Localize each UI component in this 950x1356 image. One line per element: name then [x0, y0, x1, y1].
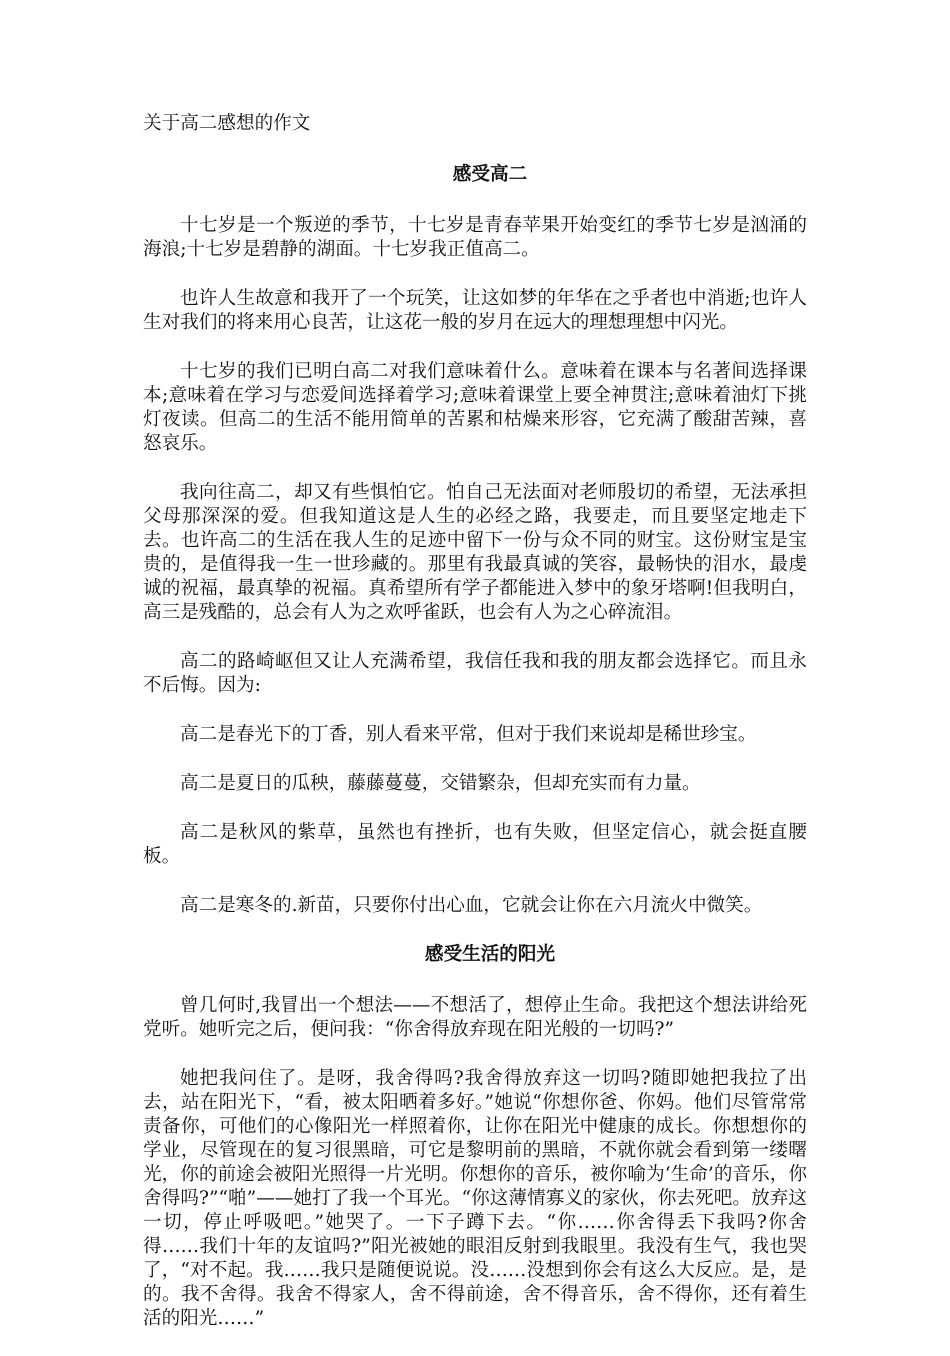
paragraph: 十七岁的我们已明白高二对我们意味着什么。意味着在课本与名著间选择课本;意味着在学习与恋爱间选择着学习;意味着课堂上要全神贯注;意味着油灯下挑灯夜读。但高二的生活不能用简单的苦累和枯燥来形容，它充满了酸甜苦辣，喜怒哀乐。 — [143, 361, 807, 454]
paragraph: 高二是夏日的瓜秧，藤藤蔓蔓，交错繁杂，但却充实而有力量。 — [180, 773, 701, 794]
paragraph: 高二是秋风的紫草，虽然也有挫折，也有失败，但坚定信心，就会挺直腰板。 — [143, 822, 807, 867]
document-title: 关于高二感想的作文 — [143, 113, 311, 134]
section-heading: 感受生活的阳光 — [424, 944, 556, 965]
paragraph: 她把我问住了。是呀，我舍得吗?我舍得放弃这一切吗?随即她把我拉了出去，站在阳光下，“看，被太阳晒着多好。”她说“你想你爸、你妈。他们尽管常常责备你，可他们的心像阳光一样照着你，让你在阳光中健康的成长。你想想你的学业，尽管现在的复习很黑暗，可它是黎明前的黑暗，不就你就会看到第一缕曙光，你的前途会被阳光照得一片光明。你想你的音乐，被你喻为‘生命’的音乐，你舍得吗?”“啪”——她打了我一个耳光。“你这薄情寡义的家伙，你去死吧。放弃这一切，停止呼吸吧。”她哭了。一下子蹲下去。“你……你舍得丢下我吗?你舍得……我们十年的友谊吗?”阳光被她的眼泪反射到我眼里。我没有生气，我也哭了，“对不起。我……我只是随便说说。没……没想到你会有这么大反应。是，是的。我不舍得。我舍不得家人，舍不得前途，舍不得音乐，舍不得你，还有着生活的阳光……” — [143, 1068, 807, 1329]
section-heading: 感受高二 — [452, 164, 528, 185]
paragraph: 高二的路崎岖但又让人充满希望，我信任我和我的朋友都会选择它。而且永不后悔。因为: — [143, 651, 807, 696]
section-gaoer — [143, 163, 807, 918]
section-sunshine — [143, 943, 807, 1331]
document-page — [143, 112, 807, 1356]
paragraph: 高二是寒冬的.新苗，只要你付出心血，它就会让你在六月流火中微笑。 — [180, 895, 763, 916]
paragraph: 曾几何时,我冒出一个想法——不想活了，想停止生命。我把这个想法讲给死党听。她听完之后，便问我：“你舍得放弃现在阳光般的一切吗?” — [143, 995, 807, 1040]
paragraph: 高二是春光下的丁香，别人看来平常，但对于我们来说却是稀世珍宝。 — [180, 724, 757, 745]
paragraph: 我向往高二，却又有些惧怕它。怕自己无法面对老师殷切的希望，无法承担父母那深深的爱。但我知道这是人生的必经之路，我要走，而且要坚定地走下去。也许高二的生活在我人生的足迹中留下一份与众不同的财宝。这份财宝是宝贵的，是值得我一生一世珍藏的。那里有我最真诚的笑容，最畅快的泪水，最虔诚的祝福，最真挚的祝福。真希望所有学子都能进入梦中的象牙塔啊!但我明白，高三是残酷的，总会有人为之欢呼雀跃，也会有人为之心碎流泪。 — [143, 482, 807, 623]
paragraph: 也许人生故意和我开了一个玩笑，让这如梦的年华在之乎者也中消逝;也许人生对我们的将来用心良苦，让这花一般的岁月在远大的理想理想中闪光。 — [143, 288, 807, 333]
paragraph: 十七岁是一个叛逆的季节，十七岁是青春苹果开始变红的季节七岁是汹涌的海浪;十七岁是碧静的湖面。十七岁我正值高二。 — [143, 215, 807, 260]
